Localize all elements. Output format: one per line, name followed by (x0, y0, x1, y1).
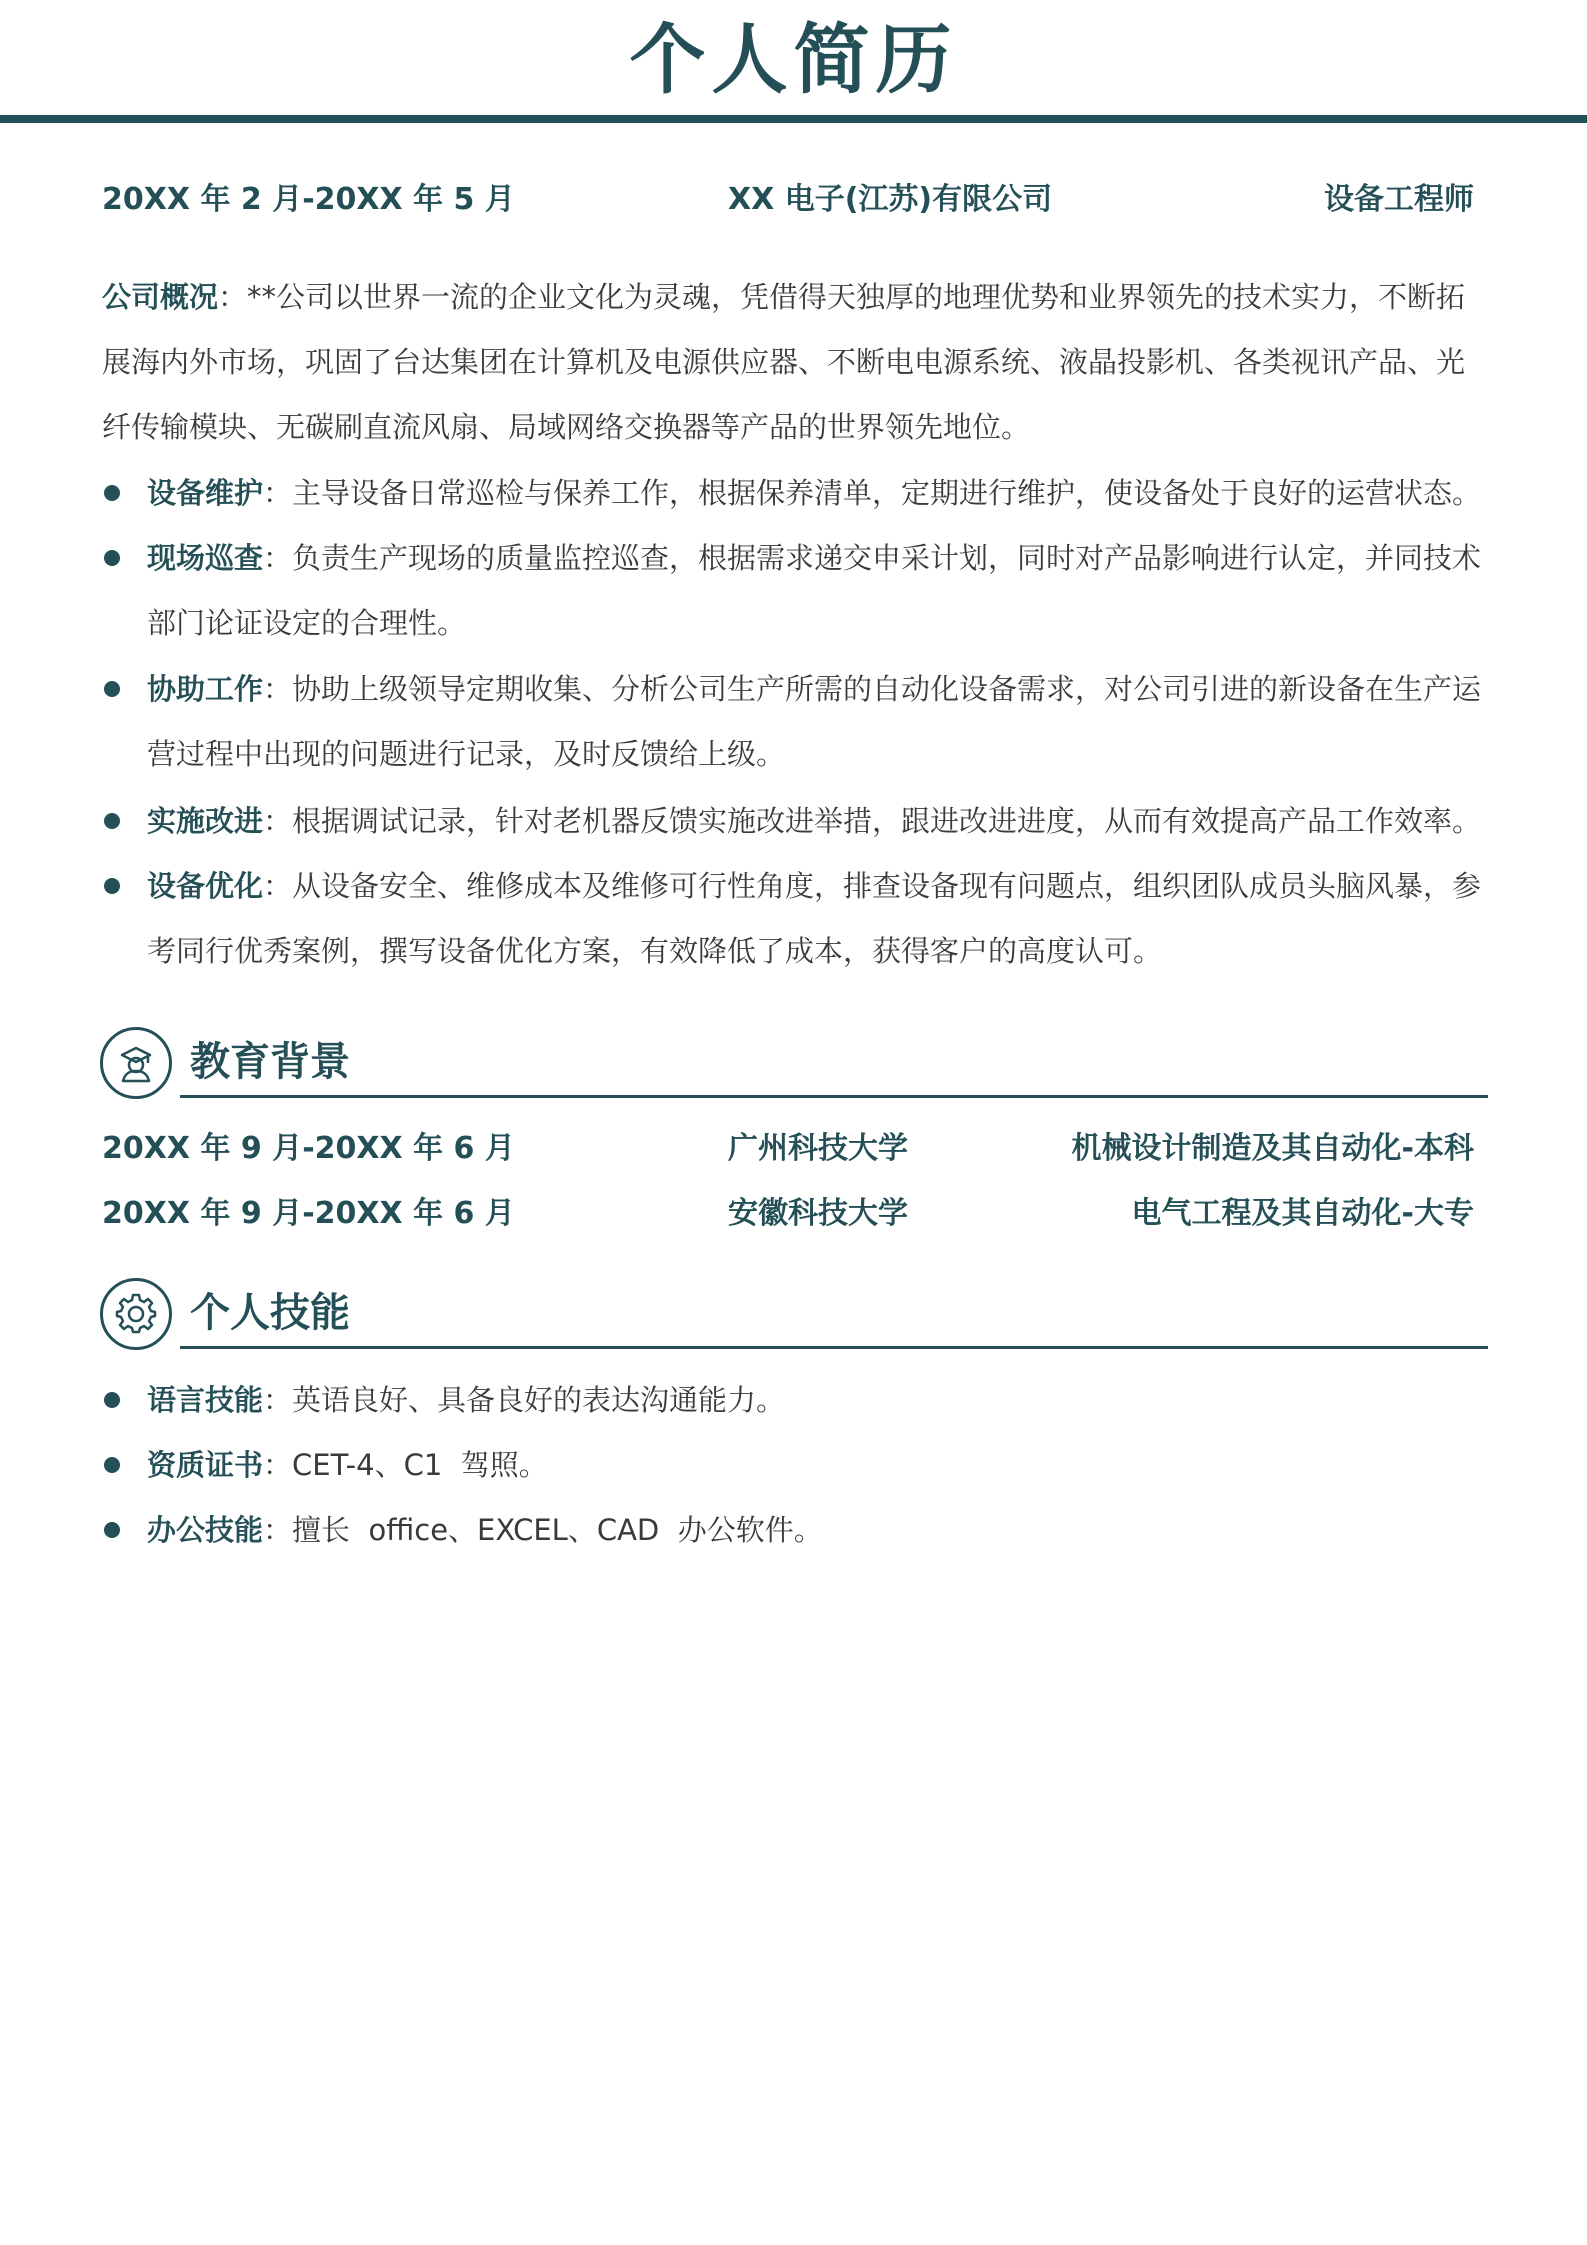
bullet-dot (104, 485, 120, 501)
overview-label: 公司概况 (102, 280, 219, 314)
bullet-dot (104, 550, 120, 566)
skill-item (102, 1433, 1487, 1498)
skill-text: CET-4、C1 驾照。 (292, 1448, 548, 1482)
education-section-header (100, 1027, 1488, 1107)
duty-label: 设备优化 (147, 869, 264, 903)
gear-icon (100, 1278, 172, 1350)
skill-sep: ： (263, 1448, 293, 1482)
work-date: 20XX 年 2 月-20XX 年 5 月 (102, 182, 515, 217)
skill-item (102, 1368, 1487, 1433)
work-header-row (102, 178, 1474, 222)
education-major: 电气工程及其自动化-大专 (1131, 1196, 1474, 1231)
graduate-icon (100, 1027, 172, 1099)
duty-item (102, 854, 1487, 984)
work-company: XX 电子(江苏)有限公司 (728, 182, 1053, 217)
page-title: 个人简历 (629, 15, 958, 104)
education-date: 20XX 年 9 月-20XX 年 6 月 (102, 1131, 515, 1166)
bullet-dot (104, 813, 120, 829)
education-row (102, 1192, 1474, 1236)
section-divider (180, 1346, 1488, 1349)
duty-text: 主导设备日常巡检与保养工作，根据保养清单，定期进行维护，使设备处于良好的运营状态。 (292, 476, 1482, 510)
skill-sep: ： (263, 1383, 293, 1417)
education-major: 机械设计制造及其自动化-本科 (1071, 1131, 1474, 1166)
education-school: 广州科技大学 (728, 1131, 908, 1166)
duty-label: 协助工作 (147, 672, 264, 706)
bullet-dot (104, 1457, 120, 1473)
bullet-dot (104, 878, 120, 894)
skills-section-header (100, 1278, 1488, 1358)
skill-text: 英语良好、具备良好的表达沟通能力。 (292, 1383, 786, 1417)
duty-sep: ： (263, 476, 293, 510)
skill-label: 办公技能 (147, 1513, 264, 1547)
duty-sep: ： (263, 672, 293, 706)
education-heading: 教育背景 (190, 1039, 350, 1085)
duty-item (102, 526, 1487, 656)
duty-item (102, 657, 1487, 787)
skills-heading: 个人技能 (190, 1290, 350, 1336)
duty-text: 根据调试记录，针对老机器反馈实施改进举措，跟进改进进度，从而有效提高产品工作效率。 (292, 804, 1482, 838)
education-row (102, 1127, 1474, 1171)
education-school: 安徽科技大学 (728, 1196, 908, 1231)
skill-text: 擅长 office、EXCEL、CAD 办公软件。 (292, 1513, 823, 1547)
duty-label: 现场巡查 (147, 541, 264, 575)
section-divider (180, 1095, 1488, 1098)
skill-item (102, 1498, 1487, 1563)
title-divider (0, 115, 1587, 123)
company-overview (102, 265, 1487, 460)
duty-sep: ： (263, 869, 293, 903)
skill-sep: ： (263, 1513, 293, 1547)
duty-text: 负责生产现场的质量监控巡查，根据需求递交申采计划，同时对产品影响进行认定，并同技术部门论证设定的合理性。 (147, 541, 1482, 640)
bullet-dot (104, 1522, 120, 1538)
duty-item (102, 789, 1487, 854)
bullet-dot (104, 681, 120, 697)
education-date: 20XX 年 9 月-20XX 年 6 月 (102, 1196, 515, 1231)
skill-label: 资质证书 (147, 1448, 264, 1482)
duty-sep: ： (263, 541, 293, 575)
duty-label: 实施改进 (147, 804, 264, 838)
duty-item (102, 461, 1487, 526)
bullet-dot (104, 1392, 120, 1408)
duty-text: 协助上级领导定期收集、分析公司生产所需的自动化设备需求，对公司引进的新设备在生产运营过程中出现的问题进行记录，及时反馈给上级。 (147, 672, 1482, 771)
duty-sep: ： (263, 804, 293, 838)
duty-text: 从设备安全、维修成本及维修可行性角度，排查设备现有问题点，组织团队成员头脑风暴，参考同行优秀案例，撰写设备优化方案，有效降低了成本，获得客户的高度认可。 (147, 869, 1482, 968)
overview-text: **公司以世界一流的企业文化为灵魂，凭借得天独厚的地理优势和业界领先的技术实力，不断拓展海内外市场，巩固了台达集团在计算机及电源供应器、不断电电源系统、液晶投影机、各类视讯产品、光纤传输模块、无碳刷直流风扇、局域网络交换器等产品的世界领先地位。 (102, 280, 1466, 444)
duty-label: 设备维护 (147, 476, 264, 510)
overview-sep: ： (218, 280, 248, 314)
work-position: 设备工程师 (1324, 182, 1474, 217)
skill-label: 语言技能 (147, 1383, 264, 1417)
